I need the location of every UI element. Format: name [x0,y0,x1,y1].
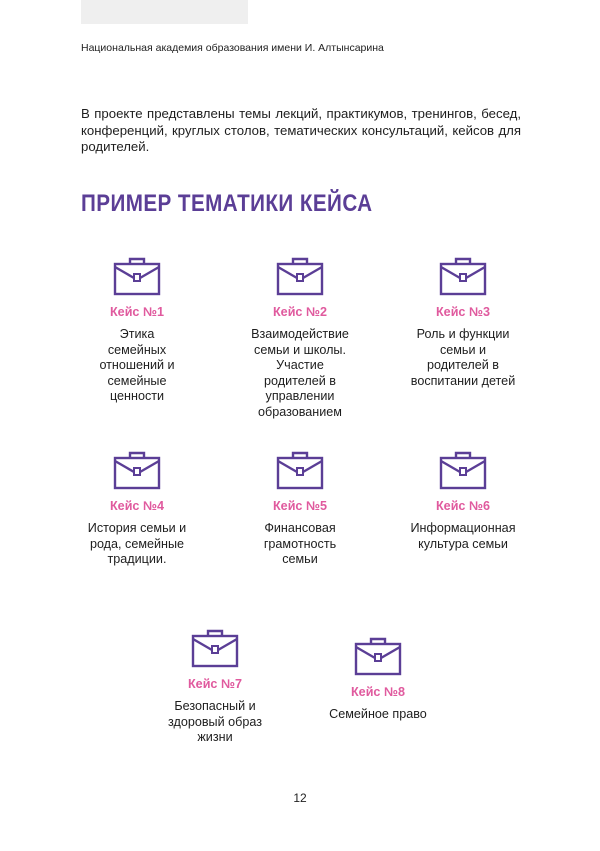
top-bar-decoration [81,0,248,24]
case-label: Кейс №1 [110,305,164,319]
case-card-3 [388,256,538,389]
intro-paragraph: В проекте представлены темы лекций, практикумов, тренингов, бесед, конференций, круглых столов, тематических консультаций, кейсов для родителей. [81,106,521,154]
case-card-8 [303,636,453,723]
case-title: Взаимодействие семьи и школы. Участие родителей в управлении образованием [251,327,349,419]
case-label: Кейс №2 [273,305,327,319]
case-card-2 [225,256,375,421]
briefcase-icon [276,256,324,296]
case-title: Финансовая грамотность семьи [263,521,337,567]
briefcase-icon [439,450,487,490]
page-number: 12 [293,791,307,805]
case-title: Роль и функции семьи и родителей в воспитании детей [410,327,516,388]
case-title: Этика семейных отношений и семейные ценности [99,327,175,404]
case-title: История семьи и рода, семейные традиции. [87,521,187,567]
briefcase-icon [191,628,239,668]
case-title: Семейное право [329,707,427,721]
case-label: Кейс №3 [436,305,490,319]
case-card-1 [62,256,212,405]
briefcase-icon [276,450,324,490]
case-card-7 [140,628,290,746]
case-label: Кейс №7 [188,677,242,691]
case-label: Кейс №5 [273,499,327,513]
case-card-6 [388,450,538,552]
running-header: Национальная академия образования имени И. Алтынсарина [81,42,384,54]
case-title: Безопасный и здоровый образ жизни [168,699,262,745]
case-title: Информационная культура семьи [410,521,516,551]
case-card-4 [62,450,212,568]
section-title: ПРИМЕР ТЕМАТИКИ КЕЙСА [81,190,373,217]
briefcase-icon [113,256,161,296]
briefcase-icon [354,636,402,676]
briefcase-icon [113,450,161,490]
case-label: Кейс №4 [110,499,164,513]
case-card-5 [225,450,375,568]
case-label: Кейс №6 [436,499,490,513]
briefcase-icon [439,256,487,296]
case-label: Кейс №8 [351,685,405,699]
